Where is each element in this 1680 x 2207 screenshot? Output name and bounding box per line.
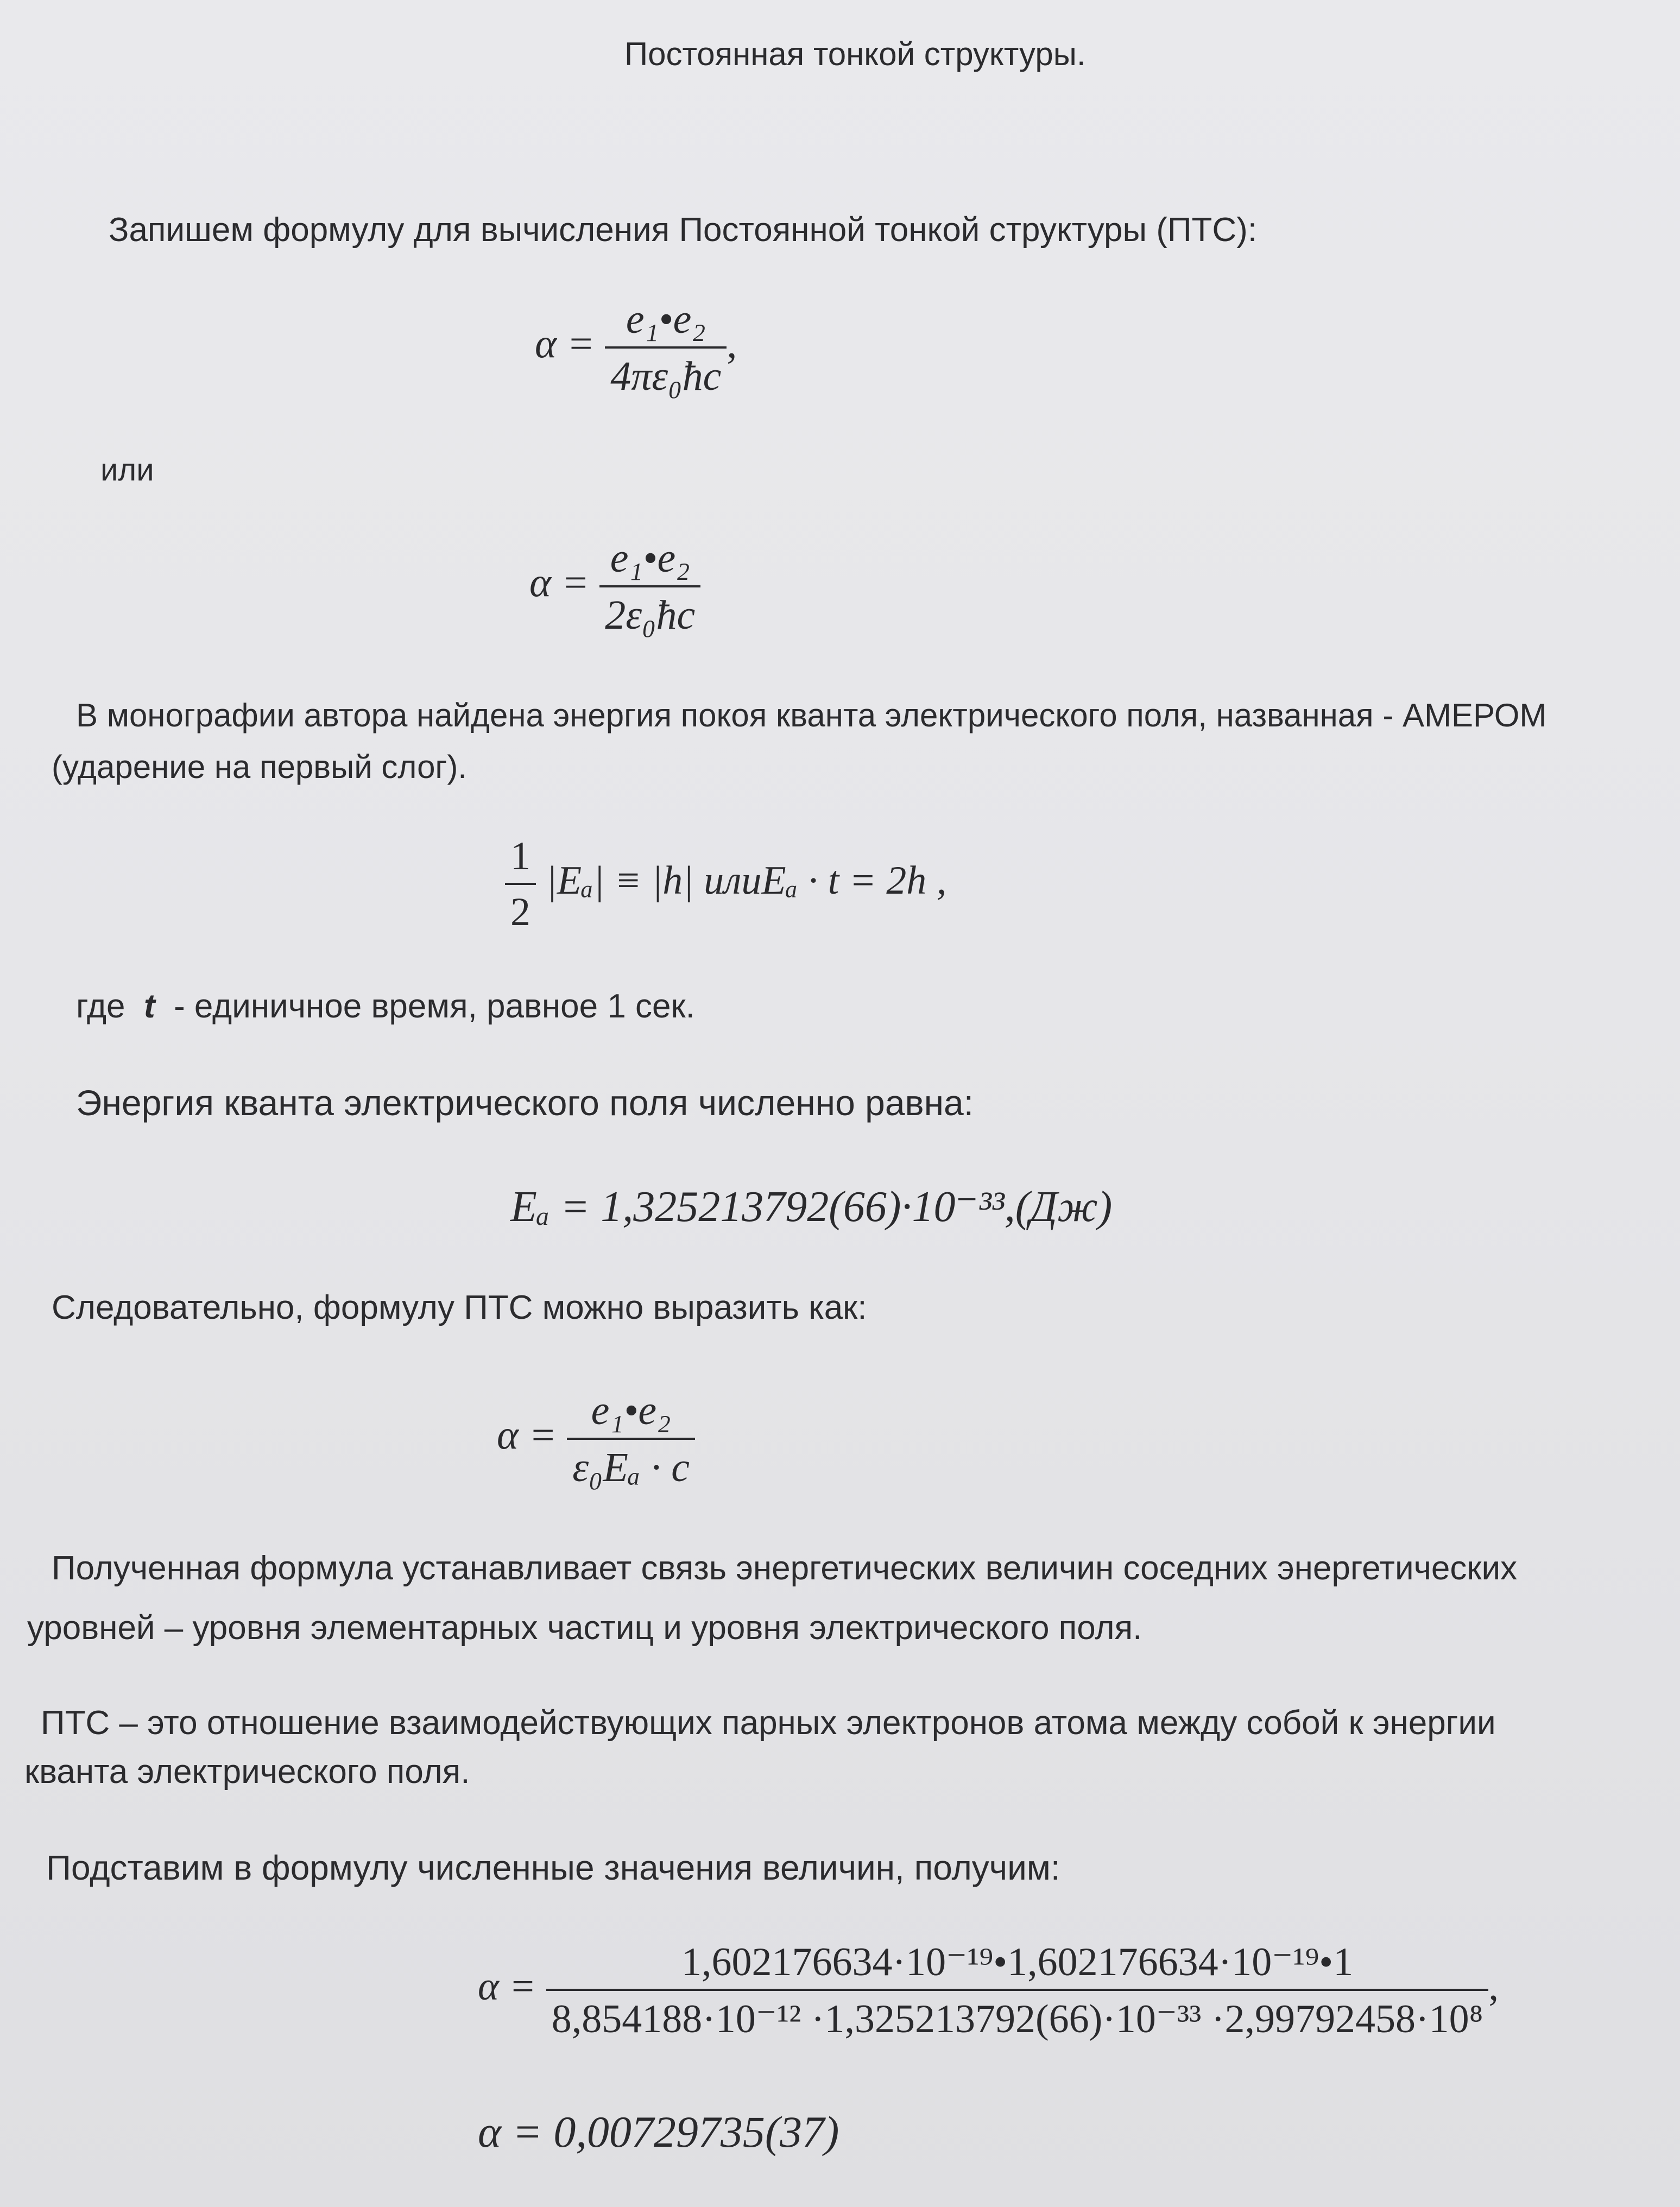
page-title: Постоянная тонкой структуры. — [624, 36, 1086, 72]
therefore-paragraph: Следовательно, формулу ПТС можно выразить как: — [52, 1289, 867, 1326]
intro-paragraph: Запишем формулу для вычисления Постоянной тонкой структуры (ПТС): — [109, 211, 1258, 249]
denominator: 2ε₀ħc — [599, 585, 700, 639]
denominator: 2 — [505, 883, 536, 935]
formula-comma: , — [727, 321, 737, 367]
obtained-paragraph-line2: уровней – уровня элементарных частиц и уровня электрического поля. — [27, 1609, 1142, 1647]
pts-paragraph-line1: ПТС – это отношение взаимодействующих парных электронов атома между собой к энергии — [41, 1704, 1496, 1742]
denominator: 8,854188·10⁻¹² ·1,325213792(66)·10⁻³³ ·2,99792458·10⁸ — [546, 1989, 1489, 2042]
formula-amer-energy — [505, 833, 946, 935]
formula-alpha-numeric — [478, 1938, 1499, 2042]
numerator: 1,602176634·10⁻¹⁹•1,602176634·10⁻¹⁹•1 — [681, 1940, 1354, 1984]
or-label: или — [100, 452, 154, 488]
formula-alpha-energy — [497, 1387, 695, 1491]
formula-lhs: α = — [529, 560, 590, 606]
half-fraction — [505, 833, 536, 935]
formula-lhs: α = — [497, 1412, 557, 1458]
fraction — [546, 1938, 1489, 2042]
formula-body: |Eₐ| ≡ |h| илиEₐ · t = 2h , — [546, 858, 947, 903]
fraction — [567, 1387, 695, 1491]
formula-comma: , — [1488, 1964, 1499, 2009]
denominator: 4πε₀ħc — [605, 346, 727, 400]
where-paragraph — [76, 985, 695, 1028]
numerator: 1 — [510, 834, 530, 878]
substitute-paragraph: Подставим в формулу численные значения величин, получим: — [46, 1848, 1060, 1887]
monograph-paragraph-line2: (ударение на первый слог). — [52, 749, 467, 785]
where-word: где — [76, 988, 125, 1025]
energy-paragraph: Энергия кванта электрического поля численно равна: — [76, 1083, 974, 1123]
formula-lhs: α = — [535, 321, 595, 367]
numerator: e₁•e₂ — [610, 535, 690, 581]
t-symbol: t — [143, 988, 155, 1025]
formula-energy-value: Eₐ = 1,325213792(66)·10⁻³³,(Дж) — [510, 1183, 1113, 1231]
where-definition: - единичное время, равное 1 сек. — [174, 988, 695, 1025]
formula-lhs: α = — [478, 1964, 536, 2009]
formula-alpha-2 — [529, 535, 700, 639]
fraction — [599, 535, 700, 639]
obtained-paragraph-line1: Полученная формула устанавливает связь энергетических величин соседних энергетических — [52, 1550, 1518, 1587]
numerator: e₁•e₂ — [591, 1388, 671, 1433]
fraction — [605, 296, 727, 400]
pts-paragraph-line2: кванта электрического поля. — [24, 1753, 470, 1791]
monograph-paragraph-line1: В монографии автора найдена энергия покоя кванта электрического поля, названная - АМЕРОМ — [76, 697, 1547, 733]
numerator: e₁•e₂ — [626, 296, 706, 342]
formula-alpha-result: α = 0,00729735(37) — [478, 2107, 839, 2157]
denominator: ε₀Eₐ · c — [567, 1438, 695, 1491]
formula-alpha-4pi — [535, 296, 737, 400]
